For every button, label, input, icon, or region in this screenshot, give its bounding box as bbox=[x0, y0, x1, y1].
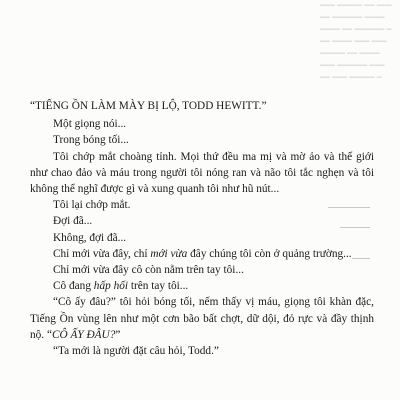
text-run: Một giọng nói... bbox=[53, 118, 127, 131]
text-run: “Ta mới là người đặt câu hỏi, Todd.” bbox=[53, 345, 219, 358]
paragraph bbox=[30, 343, 374, 359]
paragraph bbox=[30, 149, 374, 198]
text-run: Tôi lại chớp mắt. bbox=[53, 199, 131, 212]
italic-run: mới vừa bbox=[150, 247, 188, 260]
text-run: Chỉ mới vừa đây, chỉ bbox=[53, 247, 151, 260]
text-run: trên tay tôi... bbox=[128, 280, 189, 293]
text-run: ” bbox=[115, 328, 121, 341]
chapter-text bbox=[30, 98, 374, 359]
text-run: “TIẾNG ỒN LÀM MÀY BỊ LỘ, TODD HEWITT.” bbox=[30, 100, 267, 112]
paragraph bbox=[30, 132, 374, 148]
italic-run: hấp hối bbox=[93, 280, 129, 293]
paragraph bbox=[30, 294, 374, 343]
paragraph bbox=[30, 98, 374, 114]
paragraph bbox=[30, 246, 374, 262]
text-run: Tôi chớp mắt choàng tỉnh. Mọi thứ đều ma mị và mờ ảo và thế giới như chao đảo và máu trong người tôi nóng ran và não tôi tắc nghẹn và tôi không thể nghĩ được gì và xung quanh tôi như hũ nút... bbox=[30, 150, 374, 196]
show-through-text: ━━━ ━━━━━ ━━ ━━━ ━━ ━━━━━━ ━━━━ ━━━━ ━━ ━━━━━━ ━ ━━ ━━━━ ━━━ ━━━ ━━━━━ ━━ ━━━━ ━━━ ━━━━━━ ━━━ ━━ ━━━ ━━━━━ ━ bbox=[320, 1, 392, 82]
italic-run: CÔ ẤY ĐÂU? bbox=[51, 328, 116, 341]
paragraph bbox=[30, 230, 374, 246]
text-run: Không, đợi đã... bbox=[53, 231, 127, 244]
text-run: Cô đang bbox=[53, 280, 94, 293]
paragraph bbox=[30, 213, 374, 229]
paragraph bbox=[30, 197, 374, 213]
paragraph bbox=[30, 262, 374, 278]
text-run: Đợi đã... bbox=[53, 215, 93, 228]
text-run: Chỉ mới vừa đây cô còn nằm trên tay tôi... bbox=[53, 264, 244, 277]
paragraph bbox=[30, 278, 374, 294]
text-run: “Cô ấy đâu?” tôi hỏi bóng tối, nếm thấy vị máu, giọng tôi khàn đặc, Tiếng Ồn vùng lên như một cơn bão bất chợt, dữ dội, đỏ rực và đầy thịnh nộ. “ bbox=[30, 296, 374, 341]
paragraph bbox=[30, 116, 374, 132]
text-run: Trong bóng tối... bbox=[53, 134, 129, 147]
text-run: đây chúng tôi còn ở quảng trường... bbox=[187, 247, 352, 260]
